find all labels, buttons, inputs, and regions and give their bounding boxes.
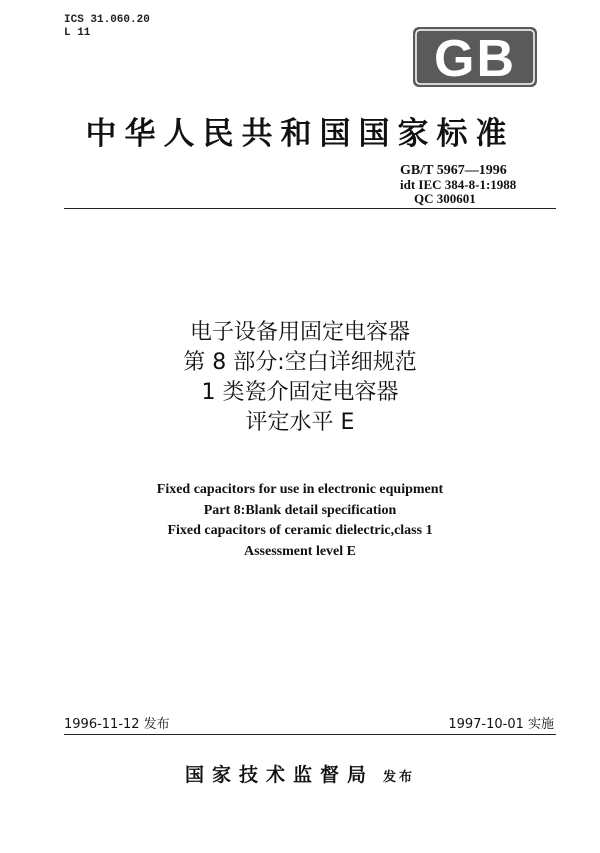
gbt-number: GB/T 5967—1996 [400, 163, 507, 178]
ics-code: ICS 31.060.20 [64, 14, 150, 26]
ics-classification [64, 14, 150, 40]
issue-date: 1996-11-12 发布 [64, 717, 170, 732]
chinese-title-line-2: 第 8 部分:空白详细规范 [183, 350, 417, 375]
english-title-line-2: Part 8:Blank detail specification [203, 502, 397, 518]
chinese-title [0, 318, 600, 438]
publisher-name: 国家技术监督局 [184, 764, 374, 786]
gb-logo [412, 26, 538, 88]
chinese-title-line-4: 评定水平 E [245, 410, 355, 435]
standard-codes [400, 164, 516, 206]
chinese-title-line-1: 电子设备用固定电容器 [189, 320, 410, 345]
top-divider [64, 208, 556, 209]
english-title-line-3: Fixed capacitors of ceramic dielectric,class 1 [167, 523, 433, 538]
english-title [0, 480, 600, 562]
publish-verb: 发布 [383, 770, 416, 785]
english-title-line-1: Fixed capacitors for use in electronic equipment [156, 482, 444, 497]
implementation-date: 1997-10-01 实施 [448, 717, 554, 732]
chinese-title-line-3: 1 类瓷介固定电容器 [201, 380, 399, 405]
bottom-divider [64, 734, 556, 735]
ccs-code: L 11 [64, 27, 91, 39]
english-title-line-4: Assessment level E [244, 543, 356, 559]
qc-number: QC 300601 [414, 191, 476, 206]
iec-equivalent: idt IEC 384-8-1:1988 [400, 177, 517, 192]
gb-logo-text: GB [434, 30, 516, 88]
national-standard-title: 中华人民共和国国家标准 [85, 116, 515, 152]
publisher-line [0, 760, 600, 787]
